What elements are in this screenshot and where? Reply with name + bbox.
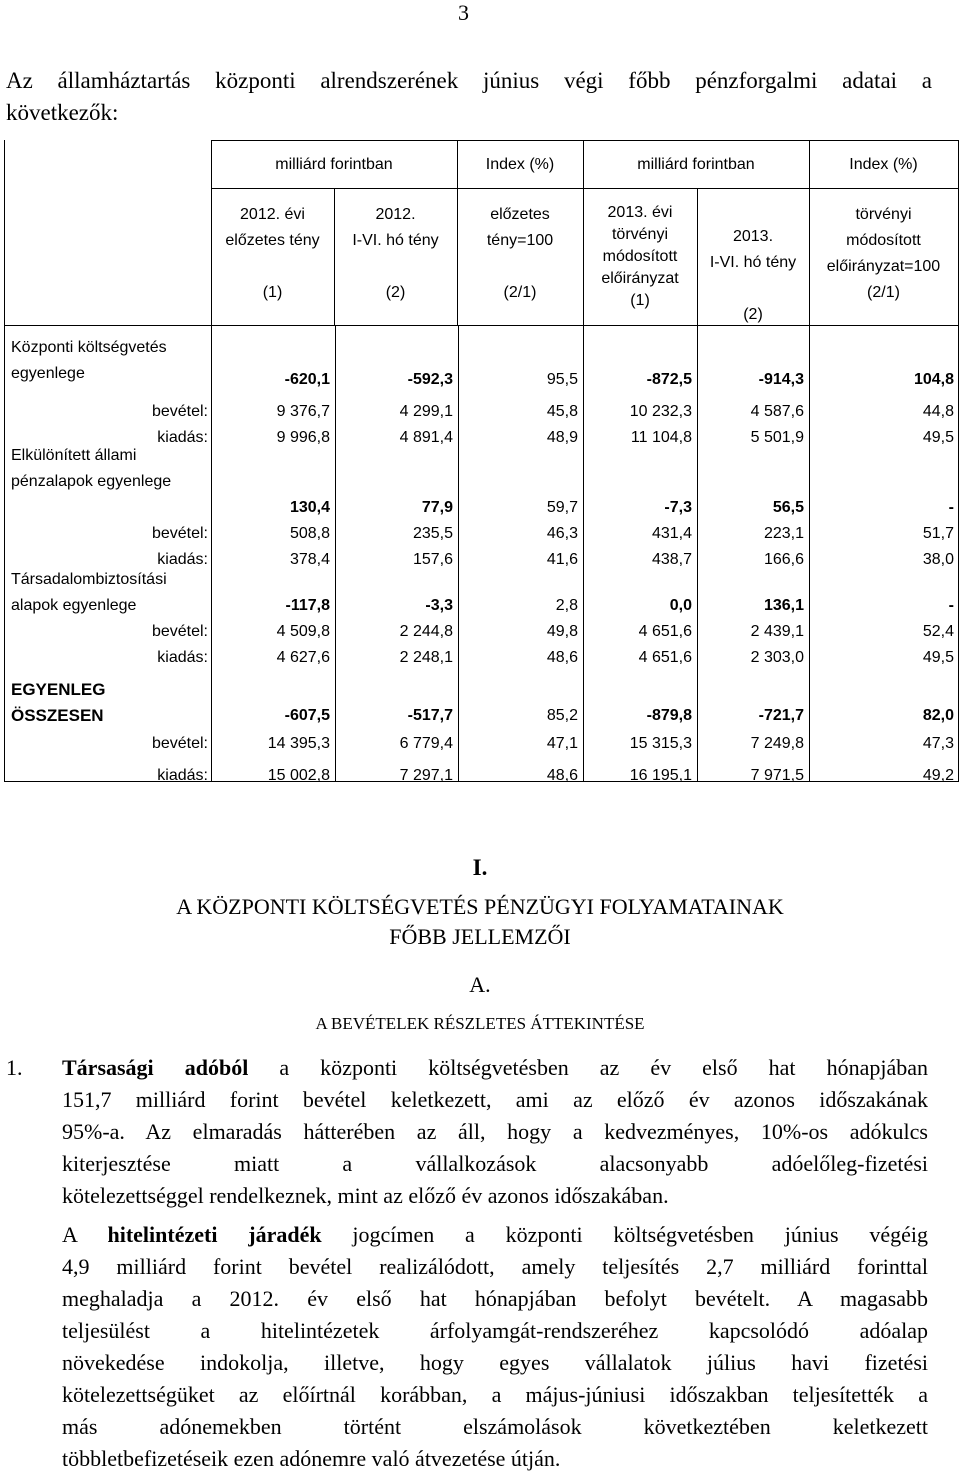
cell-value: 378,4: [289, 551, 330, 568]
column-header: [697, 224, 809, 328]
cell-value: 45,8: [546, 403, 578, 420]
cell-value: 51,7: [922, 525, 954, 542]
balance-value: 0,0: [669, 597, 692, 614]
text-run: teljesülést a hitelintézetek árfolyamgát-rendszeréhez kapcsolódó adóalap: [62, 1318, 928, 1343]
paragraph-2: [62, 1219, 928, 1475]
row-label: bevétel:: [151, 403, 208, 420]
text-run: A: [62, 1222, 108, 1247]
column-header-line: törvényi: [611, 226, 669, 243]
cell-value: 4 627,6: [276, 649, 330, 666]
row-label: bevétel:: [151, 735, 208, 752]
budget-table: [4, 140, 959, 782]
cell-value: 15 002,8: [267, 767, 330, 784]
row-label: kiadás:: [157, 649, 208, 666]
paragraph-line: [62, 1219, 928, 1251]
paragraph-line: [62, 1084, 928, 1116]
paragraph-line: [62, 1315, 928, 1347]
column-header-line: 2012. évi: [240, 206, 305, 223]
column-header-line: 2013. évi: [607, 204, 673, 221]
section-label: egyenlege: [11, 365, 85, 382]
row-label: bevétel:: [151, 623, 208, 640]
cell-value: 48,6: [546, 767, 578, 784]
text-run: meghaladja a 2012. év első hat hónapjában befolyt bevételt. A magasabb: [62, 1286, 928, 1311]
cell-value: 10 232,3: [629, 403, 692, 420]
balance-value: -879,8: [646, 707, 692, 724]
cell-value: 11 104,8: [630, 429, 692, 446]
section-label: alapok egyenlege: [11, 597, 137, 614]
cell-value: 49,5: [922, 429, 954, 446]
paragraph-line: [62, 1283, 928, 1315]
paragraph-1: [62, 1052, 928, 1212]
balance-value: 56,5: [772, 499, 804, 516]
cell-value: 235,5: [412, 525, 453, 542]
cell-value: 438,7: [651, 551, 692, 568]
text-run: kötelezettséggel rendelkeznek, mint az előző év azonos időszakában.: [62, 1183, 669, 1208]
text-run: többletbefizetéseik ezen adónemre való átvezetése útján.: [62, 1446, 561, 1471]
balance-value: 2,8: [555, 597, 578, 614]
paragraph-line: [62, 1443, 928, 1475]
cell-value: 15 315,3: [629, 735, 692, 752]
cell-value: 2 244,8: [399, 623, 453, 640]
row-label: kiadás:: [157, 767, 208, 784]
cell-value: 47,3: [922, 735, 954, 752]
balance-value: 104,8: [913, 371, 954, 388]
section-label: Központi költségvetés: [11, 339, 167, 356]
cell-value: 166,6: [763, 551, 804, 568]
section-title: A BEVÉTELEK RÉSZLETES ÁTTEKINTÉSE: [315, 1014, 645, 1033]
column-header-line: törvényi: [855, 206, 912, 223]
chapter-number: I.: [472, 855, 488, 880]
cell-value: 157,6: [412, 551, 453, 568]
intro-text: [6, 65, 932, 129]
cell-value: 4 587,6: [750, 403, 804, 420]
text-run: növekedése indokolja, illetve, hogy egyes vállalatok július havi fizetési: [62, 1350, 928, 1375]
chapter-title-line: FŐBB JELLEMZŐI: [389, 924, 571, 949]
column-header-line: 2013.: [732, 228, 774, 245]
balance-value: 77,9: [421, 499, 453, 516]
row-label: bevétel:: [151, 525, 208, 542]
cell-value: 4 891,4: [399, 429, 453, 446]
page-number: 3: [458, 0, 469, 25]
column-header-line: I-VI. hó tény: [352, 232, 439, 249]
column-header-line: módosított: [602, 248, 678, 265]
group-header: Index (%): [485, 156, 555, 173]
column-header-line: [211, 254, 334, 280]
cell-value: 5 501,9: [750, 429, 804, 446]
column-header: [211, 202, 334, 306]
group-header: milliárd forintban: [637, 156, 755, 173]
balance-value: -7,3: [664, 499, 692, 516]
balance-value: -721,7: [758, 707, 804, 724]
balance-value: -3,3: [425, 597, 453, 614]
cell-value: 223,1: [763, 525, 804, 542]
cell-value: 7 249,8: [750, 735, 804, 752]
column-header-line: előirányzat=100: [826, 258, 941, 275]
cell-value: 49,5: [922, 649, 954, 666]
group-header: Index (%): [849, 156, 918, 173]
balance-value: -914,3: [758, 371, 804, 388]
cell-value: 9 376,7: [276, 403, 330, 420]
column-header-line: (2): [385, 284, 406, 301]
bold-term: Társasági adóból: [62, 1055, 249, 1080]
cell-value: 2 439,1: [750, 623, 804, 640]
column-header-line: (2): [743, 306, 763, 323]
balance-value: -872,5: [646, 371, 692, 388]
cell-value: 49,8: [546, 623, 578, 640]
balance-value: 130,4: [289, 499, 330, 516]
column-header-line: előzetes: [490, 206, 550, 223]
paragraph-line: [62, 1052, 928, 1084]
text-run: 4,9 milliárd forint bevétel realizálódott, amely teljesítés 2,7 milliárd forinttal: [62, 1254, 928, 1279]
section-label: Elkülönített állami: [11, 447, 137, 464]
balance-value: 59,7: [546, 499, 578, 516]
cell-value: 47,1: [546, 735, 578, 752]
cell-value: 46,3: [546, 525, 578, 542]
cell-value: 48,9: [546, 429, 578, 446]
cell-value: 4 651,6: [638, 623, 692, 640]
paragraph-line: [62, 1180, 928, 1212]
paragraph-line: [62, 1251, 928, 1283]
cell-value: 44,8: [922, 403, 954, 420]
section-label: ÖSSZESEN: [11, 706, 104, 725]
paragraph-line: [62, 1148, 928, 1180]
column-header-line: I-VI. hó tény: [709, 254, 797, 271]
balance-value: -620,1: [284, 371, 330, 388]
column-header-line: (2/1): [503, 284, 537, 301]
cell-value: 38,0: [922, 551, 954, 568]
text-run: más adónemekben történt elszámolások következtében keletkezett: [62, 1414, 928, 1439]
balance-value: -: [948, 499, 954, 516]
column-header: [334, 202, 457, 306]
chapter-title-line: A KÖZPONTI KÖLTSÉGVETÉS PÉNZÜGYI FOLYAMATAINAK: [176, 894, 784, 919]
paragraph-line: [62, 1411, 928, 1443]
section-label: pénzalapok egyenlege: [11, 473, 172, 490]
chapter-title: [0, 892, 960, 952]
cell-value: 49,2: [922, 767, 954, 784]
group-header: milliárd forintban: [275, 156, 393, 173]
bold-term: hitelintézeti járadék: [107, 1222, 322, 1247]
intro-line: Az államháztartás központi alrendszerének június végi főbb pénzforgalmi adatai a: [6, 68, 932, 93]
cell-value: 7 971,5: [750, 767, 804, 784]
balance-value: 95,5: [546, 371, 578, 388]
section-label: EGYENLEG: [11, 680, 106, 699]
text-run: 95%-a. Az elmaradás hátterében az áll, hogy a kedvezményes, 10%-os adókulcs: [62, 1119, 928, 1144]
paragraph-marker: 1.: [6, 1055, 23, 1080]
paragraph-line: [62, 1347, 928, 1379]
balance-value: -: [948, 597, 954, 614]
cell-value: 41,6: [546, 551, 578, 568]
paragraph-line: [62, 1379, 928, 1411]
section-letter: A.: [469, 972, 491, 997]
row-label: kiadás:: [157, 551, 208, 568]
cell-value: 6 779,4: [399, 735, 453, 752]
cell-value: 52,4: [922, 623, 954, 640]
cell-value: 431,4: [651, 525, 692, 542]
text-run: a központi költségvetésben az év első hat hónapjában: [248, 1055, 928, 1080]
cell-value: 7 297,1: [399, 767, 453, 784]
text-run: 151,7 milliárd forint bevétel keletkezett, ami az előző év azonos időszakának: [62, 1087, 928, 1112]
column-header-line: [334, 254, 457, 280]
column-header-line: 2012.: [375, 206, 416, 223]
text-run: kiterjesztése miatt a vállalkozások alacsonyabb adóelőleg-fizetési: [62, 1151, 928, 1176]
row-label: kiadás:: [157, 429, 208, 446]
text-run: kötelezettségüket az előírtnál korábban, a május-júniusi időszakban teljesítették a: [62, 1382, 928, 1407]
column-header-line: módosított: [846, 232, 921, 249]
paragraph-line: [62, 1116, 928, 1148]
cell-value: 14 395,3: [267, 735, 330, 752]
column-header-line: (2/1): [867, 284, 900, 301]
balance-value: -592,3: [407, 371, 453, 388]
column-header: [809, 202, 958, 306]
cell-value: 4 651,6: [638, 649, 692, 666]
column-header: [457, 202, 583, 306]
intro-line: következők:: [6, 100, 119, 125]
column-header-line: (1): [630, 292, 650, 309]
balance-value: -517,7: [407, 707, 453, 724]
cell-value: 2 303,0: [750, 649, 804, 666]
cell-value: 4 509,8: [276, 623, 330, 640]
cell-value: 2 248,1: [399, 649, 453, 666]
balance-value: -117,8: [285, 597, 330, 614]
balance-value: -607,5: [284, 707, 330, 724]
cell-value: 16 195,1: [629, 767, 692, 784]
column-header-line: [457, 254, 583, 280]
column-header-line: tény=100: [486, 232, 554, 249]
section-label: Társadalombiztosítási: [11, 571, 167, 588]
cell-value: 48,6: [546, 649, 578, 666]
column-header-line: [697, 276, 809, 302]
balance-value: 82,0: [922, 707, 954, 724]
cell-value: 4 299,1: [399, 403, 453, 420]
cell-value: 9 996,8: [276, 429, 330, 446]
column-header-line: előirányzat: [601, 270, 679, 287]
cell-value: 508,8: [289, 525, 330, 542]
column-header-line: (1): [262, 284, 283, 301]
balance-value: 136,1: [763, 597, 804, 614]
balance-value: 85,2: [546, 707, 578, 724]
text-run: jogcímen a központi költségvetésben június végéig: [321, 1222, 928, 1247]
column-header: [583, 202, 697, 312]
column-header-line: előzetes tény: [225, 232, 320, 249]
